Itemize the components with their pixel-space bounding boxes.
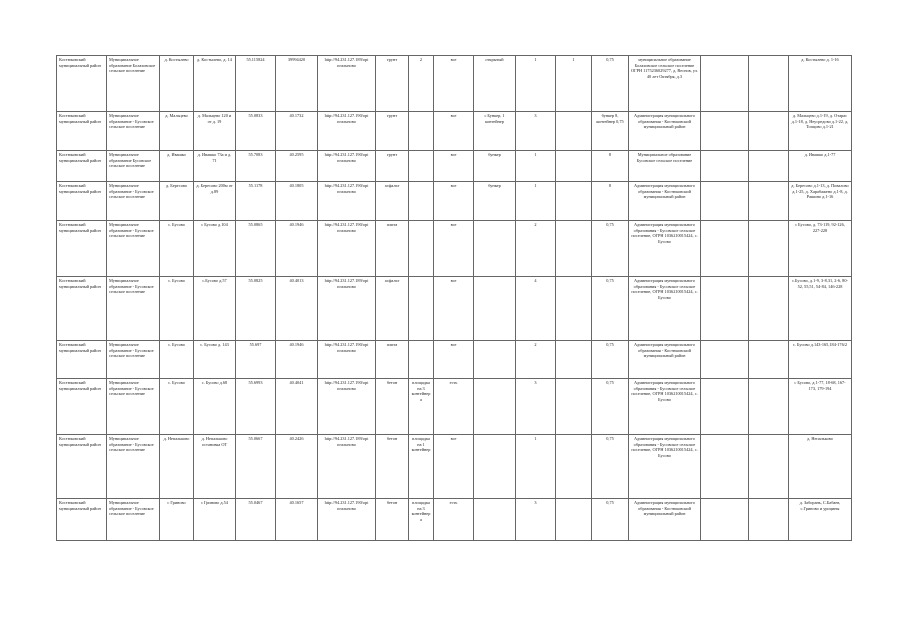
table-cell: Муниципальное образование - Бусовское сельское поселение	[107, 277, 160, 341]
table-cell: 55.1178	[236, 182, 276, 221]
table-cell: 2	[409, 56, 434, 112]
table-cell: Муниципальное образование - Бусовское сельское поселение	[107, 182, 160, 221]
table-cell	[409, 277, 434, 341]
table-cell: 0,75	[592, 435, 629, 499]
table-cell: Муниципальное образование Бусовское сельское поселение	[629, 151, 701, 182]
table-row	[57, 379, 852, 435]
table-cell: бетон	[376, 435, 409, 499]
table-cell: д. Заборань, С.Бабаев, с.Гриново и уроцины	[789, 499, 852, 541]
table-cell: 55.6993	[236, 379, 276, 435]
table-cell: Костюковский муниципальный район	[57, 277, 107, 341]
table-cell: бетон	[376, 499, 409, 541]
table-cell: Муниципальное образование - Бусовское сельское поселение	[107, 499, 160, 541]
table-cell: http://94.231.127.189/opi пгальново	[318, 277, 376, 341]
table-cell: бункер 8, контейнер 0,75	[592, 112, 629, 151]
table-cell	[701, 435, 749, 499]
table-cell: площадка на 3 контейнера	[409, 499, 434, 541]
table-cell	[701, 151, 749, 182]
table-cell: Муниципальное образование Болаховское сельское поселение	[107, 56, 160, 112]
table-row	[57, 151, 852, 182]
table-row	[57, 277, 852, 341]
table-cell: открытый	[474, 56, 516, 112]
table-cell	[701, 341, 749, 379]
table-cell: с.Бусово д.57	[194, 277, 236, 341]
table-cell: 40.1805	[276, 182, 318, 221]
table-cell	[749, 277, 789, 341]
table-cell: 8	[592, 182, 629, 221]
table-cell	[701, 499, 749, 541]
table-cell: все	[434, 182, 474, 221]
table-cell: 55.0667	[236, 435, 276, 499]
table-cell: 0,75	[592, 277, 629, 341]
table-cell: Костюковский муниципальный район	[57, 112, 107, 151]
table-cell	[749, 341, 789, 379]
table-cell: все	[434, 151, 474, 182]
table-cell: муниципальное образование Болаховское сельское поселение ОГРН 1175236029277, д. Веснов, ул. 40 лет Октября, д.3	[629, 56, 701, 112]
table-row	[57, 499, 852, 541]
table-cell: http://94.231.127.190/opi пгальново	[318, 379, 376, 435]
table-cell: плита	[376, 341, 409, 379]
table-cell: 3	[516, 112, 556, 151]
table-cell: д. Мальцево 120 и от д. 19	[194, 112, 236, 151]
table-body	[57, 56, 852, 541]
table-cell: все	[434, 277, 474, 341]
table-cell: Муниципальное образование - Бусовское сельское поселение	[107, 112, 160, 151]
table-cell: с Бусово, д.1-77, 18-68, 167-173, 179-194	[789, 379, 852, 435]
table-cell: 55.115824	[236, 56, 276, 112]
table-cell: с Гриново	[160, 499, 194, 541]
table-cell	[749, 151, 789, 182]
table-cell: Администрация муниципального образования - Костюковский муниципальный район	[629, 112, 701, 151]
table-row	[57, 341, 852, 379]
table-cell: Костюковский муниципальный район	[57, 435, 107, 499]
table-cell	[474, 341, 516, 379]
table-cell: 55.0833	[236, 112, 276, 151]
table-cell: площадка на 1 контейнер	[409, 435, 434, 499]
table-cell: грунт	[376, 112, 409, 151]
table-cell: Муниципальное образование - Бусовское сельское поселение	[107, 435, 160, 499]
table-cell: с. Бусово	[160, 277, 194, 341]
table-cell: http://94.231.127.190/opi пгальново	[318, 341, 376, 379]
table-cell	[749, 499, 789, 541]
table-cell: Администрация муниципального образования - Костюковский муниципальный район	[629, 182, 701, 221]
table-cell	[409, 112, 434, 151]
table-cell	[556, 435, 592, 499]
table-cell: с. Бусово	[160, 341, 194, 379]
table-cell: 0,75	[592, 379, 629, 435]
table-cell: Администрация муниципального образования - Бусовское сельское поселение, ОГРН 1036210015424, с. Бусово	[629, 379, 701, 435]
table-row	[57, 56, 852, 112]
table-cell	[474, 277, 516, 341]
table-cell: Администрация муниципального образования - Бусовское сельское поселение, ОГРН 1036210015424, с. Бусово	[629, 277, 701, 341]
table-cell: бункер	[474, 151, 516, 182]
table-cell: 1	[516, 435, 556, 499]
table-cell: http://94.231.127.189/opi пгальново	[318, 435, 376, 499]
table-cell: 40.2595	[276, 151, 318, 182]
table-cell: 0,75	[592, 56, 629, 112]
table-cell: 0,75	[592, 341, 629, 379]
table-cell: есть	[434, 499, 474, 541]
table-cell: д. Мальцево д.1-19, д. Отарас д.1-18, д. Неусредово д.1-22, д. Топцово д.1-21	[789, 112, 852, 151]
table-cell	[409, 221, 434, 277]
table-cell: д. Непальково остановка ОТ	[194, 435, 236, 499]
table-cell: площадка на 3 контейнера	[409, 379, 434, 435]
table-cell: 4	[516, 277, 556, 341]
table-cell	[409, 341, 434, 379]
table-cell: 8	[592, 151, 629, 182]
table-cell: плита	[376, 221, 409, 277]
table-cell	[701, 182, 749, 221]
table-cell: д. Мальцево	[160, 112, 194, 151]
table-cell: Администрация муниципального образования - Костюковский муниципальный район	[629, 341, 701, 379]
table-cell: 2	[516, 221, 556, 277]
table-cell: с. Бусово	[160, 379, 194, 435]
table-cell: бетон	[376, 379, 409, 435]
table-cell: с. Бусово д.68	[194, 379, 236, 435]
table-cell: http://94.231.127.189/opi пгальново	[318, 56, 376, 112]
table-cell: Муниципальное образование - Бусовское сельское поселение	[107, 341, 160, 379]
table-cell	[556, 379, 592, 435]
table-cell	[701, 379, 749, 435]
table-cell: д. Ивашко	[160, 151, 194, 182]
table-cell: есть	[434, 379, 474, 435]
table-cell: 55.697	[236, 341, 276, 379]
table-cell: Муниципальное образование Бусовское сельское поселение	[107, 151, 160, 182]
table-cell	[556, 151, 592, 182]
table-cell	[701, 277, 749, 341]
table-cell: с. Бусово д.143-165,184-176/2	[789, 341, 852, 379]
table-cell: Костюковский муниципальный район	[57, 341, 107, 379]
table-row	[57, 221, 852, 277]
table-cell	[474, 221, 516, 277]
table-cell: грунт	[376, 56, 409, 112]
table-cell: 0,75	[592, 221, 629, 277]
table-cell: с Бусово д.104	[194, 221, 236, 277]
table-cell	[556, 277, 592, 341]
table-cell	[701, 221, 749, 277]
table-cell	[474, 499, 516, 541]
table-cell: 55.0467	[236, 499, 276, 541]
table-cell: http://94.231.127.190/opi пгальново	[318, 182, 376, 221]
table-cell	[556, 341, 592, 379]
table-cell: д. Бересово 200м от д.89	[194, 182, 236, 221]
table-cell: все	[434, 221, 474, 277]
table-cell: все	[434, 112, 474, 151]
table-cell: 2	[516, 341, 556, 379]
table-cell: д. Бересово	[160, 182, 194, 221]
table-cell: грунт	[376, 151, 409, 182]
table-cell: Костюковский муниципальный район	[57, 182, 107, 221]
table-cell: 1	[516, 182, 556, 221]
table-cell	[701, 112, 749, 151]
table-cell: 1	[516, 56, 556, 112]
table-cell: http://94.231.127.190/opi пгальново	[318, 499, 376, 541]
table-cell: 40.2426	[276, 435, 318, 499]
table-cell	[749, 182, 789, 221]
table-cell	[701, 56, 749, 112]
table-cell: 40.1732	[276, 112, 318, 151]
table-cell: http://94.231.127.190/opi пгальново	[318, 221, 376, 277]
table-cell: все	[434, 435, 474, 499]
table-cell	[749, 379, 789, 435]
table-row	[57, 435, 852, 499]
table-cell: 40.4013	[276, 277, 318, 341]
table-cell: 1	[556, 56, 592, 112]
table-cell: все	[434, 56, 474, 112]
table-cell: 55.0865	[236, 221, 276, 277]
table-cell: 40.1657	[276, 499, 318, 541]
table-cell: http://94.231.127.190/opi пгальново	[318, 112, 376, 151]
table-cell	[556, 221, 592, 277]
table-cell: Костюковский муниципальный район	[57, 379, 107, 435]
table-cell: с Бусово, д. 73-119, 92-126, 227-228	[789, 221, 852, 277]
table-cell: 55.0825	[236, 277, 276, 341]
table-cell: 40.1946	[276, 341, 318, 379]
table-cell: 1	[516, 151, 556, 182]
table-cell: 40.1946	[276, 221, 318, 277]
table-cell: с.Бусово, д.1-9, 3-8,31, 2-6, 80-52, 55,51, 54-84, 146-228	[789, 277, 852, 341]
table-cell	[749, 112, 789, 151]
table-cell	[474, 435, 516, 499]
table-cell: 55.7083	[236, 151, 276, 182]
table-cell	[409, 151, 434, 182]
table-cell	[749, 435, 789, 499]
table-cell	[474, 379, 516, 435]
table-cell: Администрация муниципального образования - Костюковский муниципальный район	[629, 499, 701, 541]
table-cell: бункер	[474, 182, 516, 221]
table-cell: д. Костылево, д. 14	[194, 56, 236, 112]
table-cell: Костюковский муниципальный район	[57, 221, 107, 277]
table-cell: 3	[516, 379, 556, 435]
table-cell	[556, 112, 592, 151]
table-cell	[556, 499, 592, 541]
table-cell	[556, 182, 592, 221]
table-cell: д. Ивашко д.1-77	[789, 151, 852, 182]
table-cell: д. Костылево	[160, 56, 194, 112]
table-row	[57, 182, 852, 221]
table-cell: д. Непальково	[160, 435, 194, 499]
table-cell: Администрация муниципального образования - Бусовское сельское поселение, ОГРН 1036210015424, с. Бусово	[629, 435, 701, 499]
table-cell: д. Костылево д. 1-16	[789, 56, 852, 112]
table-cell: 3	[516, 499, 556, 541]
table-cell: с. Бусово	[160, 221, 194, 277]
table-cell: с Бункер, 1 контейнер	[474, 112, 516, 151]
table-cell	[749, 56, 789, 112]
table-cell: д. Ивашко 73а и д. 71	[194, 151, 236, 182]
table-cell: 40.4041	[276, 379, 318, 435]
table-cell: Муниципальное образование - Бусовское сельское поселение	[107, 221, 160, 277]
table-cell: Костюковский муниципальный район	[57, 151, 107, 182]
table-cell: Администрация муниципального образования - Бусовское сельское поселение, ОГРН 1036210015424, с. Бусово	[629, 221, 701, 277]
table-cell: с. Бусово д. 143	[194, 341, 236, 379]
table-cell	[749, 221, 789, 277]
table-cell: 39994420	[276, 56, 318, 112]
table-cell: с Гриново д.54	[194, 499, 236, 541]
table-row	[57, 112, 852, 151]
table-cell	[409, 182, 434, 221]
table-cell: http://94.231.127.190/opi пгальново	[318, 151, 376, 182]
table-cell: Костюковский муниципальный район	[57, 56, 107, 112]
table-cell: 0,75	[592, 499, 629, 541]
table-cell: д. Бересово д.1-13, д. Повалово д.1-25, д. Харабажено д.1-8, д. Рашино д.1-16	[789, 182, 852, 221]
waste-sites-table	[56, 55, 852, 541]
table-cell: асфальт	[376, 277, 409, 341]
table-cell: все	[434, 341, 474, 379]
table-cell: асфальт	[376, 182, 409, 221]
table-cell: Костюковский муниципальный район	[57, 499, 107, 541]
table-cell: д. Непальково	[789, 435, 852, 499]
table-cell: Муниципальное образование - Бусовское сельское поселение	[107, 379, 160, 435]
